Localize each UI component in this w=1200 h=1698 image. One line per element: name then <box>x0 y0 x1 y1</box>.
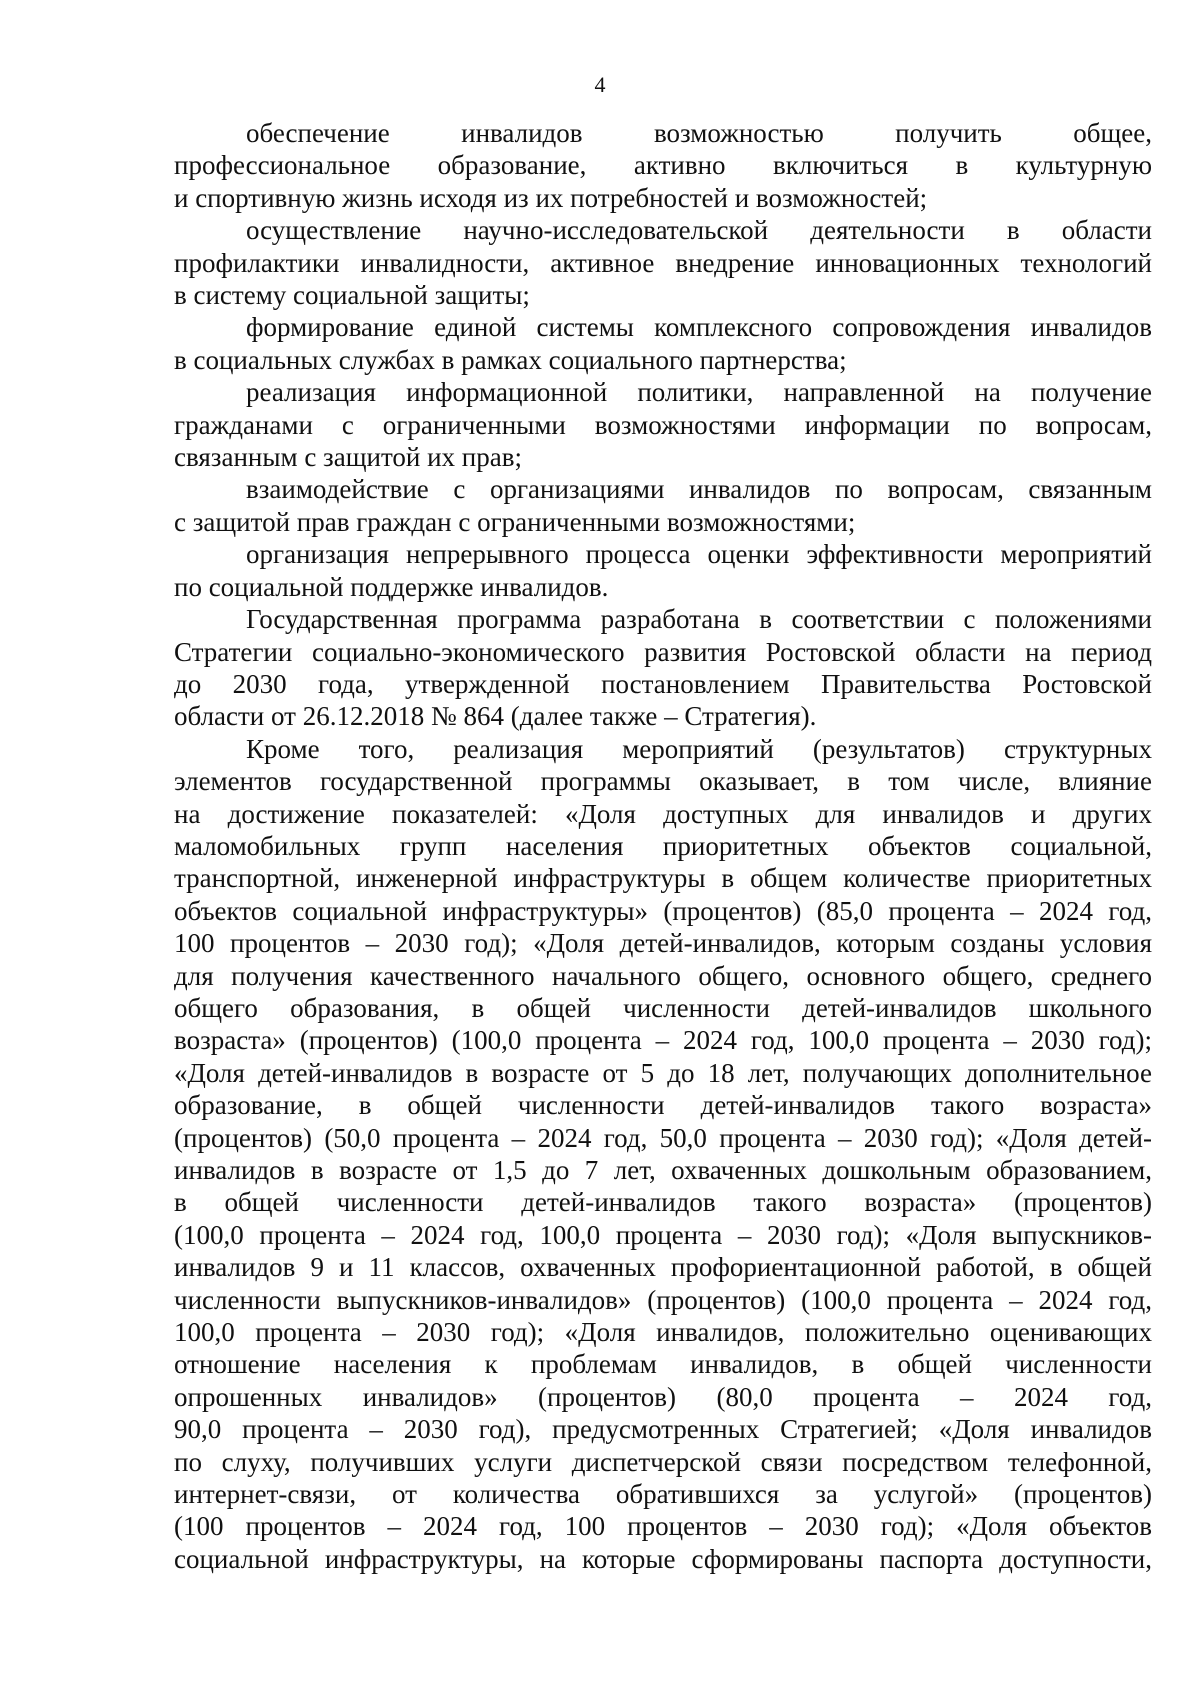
text-line: численности выпускников-инвалидов» (процентов) (100,0 процента – 2024 год, <box>174 1284 1152 1315</box>
paragraph <box>174 214 1152 311</box>
text-line: маломобильных групп населения приоритетных объектов социальной, <box>174 830 1152 861</box>
text-line: на достижение показателей: «Доля доступных для инвалидов и других <box>174 798 1152 829</box>
text-line: транспортной, инженерной инфраструктуры в общем количестве приоритетных <box>174 863 1152 894</box>
text-line: 90,0 процента – 2030 год), предусмотренных Стратегией; «Доля инвалидов <box>174 1414 1152 1445</box>
text-line: инвалидов в возрасте от 1,5 до 7 лет, охваченных дошкольным образованием, <box>174 1155 1152 1185</box>
paragraph <box>174 117 1152 214</box>
text-line: (100,0 процента – 2024 год, 100,0 процента – 2030 год); «Доля выпускников- <box>174 1219 1152 1250</box>
text-line: взаимодействие с организациями инвалидов по вопросам, связанным <box>246 474 1152 505</box>
paragraph <box>174 473 1152 538</box>
text-line: (процентов) (50,0 процента – 2024 год, 50,0 процента – 2030 год); «Доля детей- <box>174 1122 1152 1153</box>
text-line: 100 процентов – 2030 год); «Доля детей-инвалидов, которым созданы условия <box>174 928 1152 959</box>
text-line: реализация информационной политики, направленной на получение <box>246 377 1152 408</box>
text-line: возраста» (процентов) (100,0 процента – 2024 год, 100,0 процента – 2030 год); <box>174 1025 1152 1056</box>
document-body <box>174 117 1152 1575</box>
text-line: объектов социальной инфраструктуры» (процентов) (85,0 процента – 2024 год, <box>174 895 1152 926</box>
text-line: общего образования, в общей численности детей-инвалидов школьного <box>174 992 1152 1023</box>
text-line: с защитой прав граждан с ограниченными возможностями; <box>174 506 856 537</box>
text-line: связанным с защитой их прав; <box>174 442 522 473</box>
text-line: образование, в общей численности детей-инвалидов такого возраста» <box>174 1090 1152 1121</box>
text-line: «Доля детей-инвалидов в возрасте от 5 до 18 лет, получающих дополнительное <box>174 1057 1152 1088</box>
text-line: для получения качественного начального общего, основного общего, среднего <box>174 960 1152 991</box>
text-line: Государственная программа разработана в соответствии с положениями <box>246 604 1152 635</box>
text-line: Стратегии социально-экономического развития Ростовской области на период <box>174 636 1152 667</box>
paragraph <box>174 733 1152 1576</box>
text-line: организация непрерывного процесса оценки эффективности мероприятий <box>246 539 1152 570</box>
text-line: профессиональное образование, активно включиться в культурную <box>174 150 1152 181</box>
text-line: социальной инфраструктуры, на которые сформированы паспорта доступности, <box>174 1543 1152 1574</box>
text-line: гражданами с ограниченными возможностями информации по вопросам, <box>174 409 1152 440</box>
text-line: отношение населения к проблемам инвалидов, в общей численности <box>174 1349 1152 1380</box>
text-line: 100,0 процента – 2030 год); «Доля инвалидов, положительно оценивающих <box>174 1317 1152 1348</box>
text-line: формирование единой системы комплексного сопровождения инвалидов <box>246 312 1152 343</box>
text-line: в общей численности детей-инвалидов такого возраста» (процентов) <box>174 1187 1152 1218</box>
text-line: по слуху, получивших услуги диспетчерской связи посредством телефонной, <box>174 1446 1152 1477</box>
text-line: осуществление научно-исследовательской деятельности в области <box>246 215 1152 246</box>
text-line: интернет-связи, от количества обратившихся за услугой» (процентов) <box>174 1479 1152 1510</box>
paragraph <box>174 311 1152 376</box>
text-line: до 2030 года, утвержденной постановлением Правительства Ростовской <box>174 668 1152 699</box>
text-line: области от 26.12.2018 № 864 (далее также – Стратегия). <box>174 701 817 732</box>
text-line: опрошенных инвалидов» (процентов) (80,0 процента – 2024 год, <box>174 1381 1152 1412</box>
text-line: профилактики инвалидности, активное внедрение инновационных технологий <box>174 247 1152 278</box>
text-line: элементов государственной программы оказывает, в том числе, влияние <box>174 766 1152 797</box>
text-line: в систему социальной защиты; <box>174 280 530 311</box>
text-line: и спортивную жизнь исходя из их потребностей и возможностей; <box>174 182 928 213</box>
text-line: обеспечение инвалидов возможностью получить общее, <box>246 118 1152 148</box>
text-line: по социальной поддержке инвалидов. <box>174 571 609 602</box>
paragraph <box>174 538 1152 603</box>
text-line: инвалидов 9 и 11 классов, охваченных профориентационной работой, в общей <box>174 1252 1152 1283</box>
text-line: (100 процентов – 2024 год, 100 процентов – 2030 год); «Доля объектов <box>174 1511 1152 1542</box>
paragraph <box>174 376 1152 473</box>
text-line: Кроме того, реализация мероприятий (результатов) структурных <box>246 733 1152 764</box>
paragraph <box>174 603 1152 733</box>
text-line: в социальных службах в рамках социального партнерства; <box>174 344 847 375</box>
page-number: 4 <box>594 72 606 97</box>
